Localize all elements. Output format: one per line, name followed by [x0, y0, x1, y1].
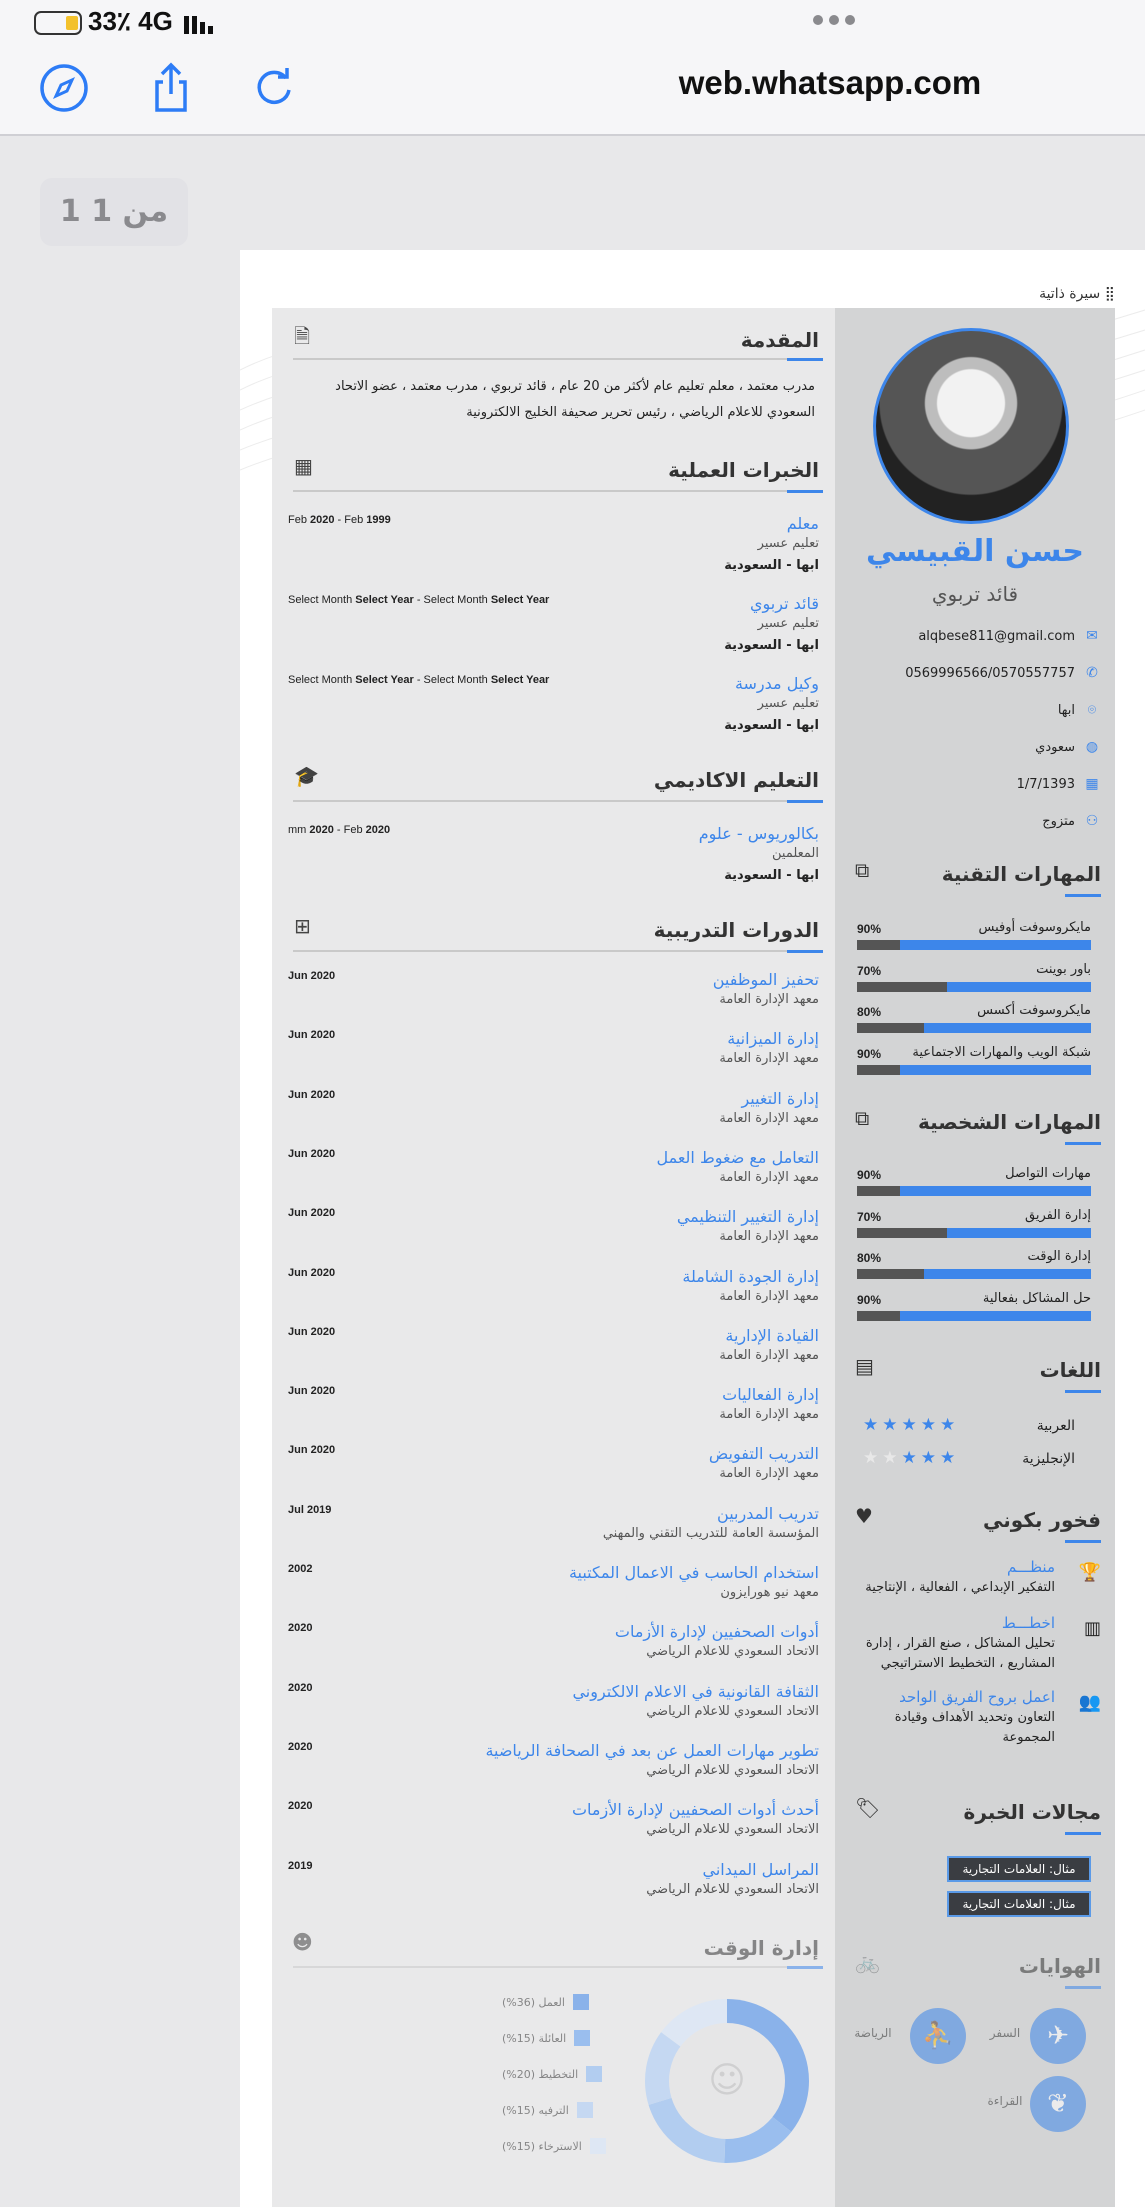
course-org: معهد الإدارة العامة — [719, 1051, 819, 1067]
courses-title: الدورات التدريبية — [653, 918, 819, 942]
contact-value: 1/7/1393 — [1016, 776, 1075, 792]
document-icon: 🗎 — [294, 324, 311, 348]
accent-line — [787, 490, 823, 493]
legend-label: التخطيط (20%) — [502, 2067, 579, 2081]
skill-bar-fill — [900, 1065, 1091, 1075]
skill-bar — [857, 1269, 1091, 1279]
legend-item — [502, 2138, 606, 2154]
skill-bar — [857, 940, 1091, 950]
star-icon: ★ — [940, 1448, 960, 1468]
skill-name: حل المشاكل بفعالية — [982, 1290, 1091, 1306]
legend-item — [502, 1994, 589, 2010]
course-org: الاتحاد السعودي للاعلام الرياضي — [646, 1822, 819, 1838]
rating-stars — [863, 1415, 959, 1435]
skill-percent: 70% — [857, 1209, 882, 1224]
skill-percent: 90% — [857, 922, 882, 936]
graduation-cap-icon: 🎓 — [294, 764, 319, 788]
svg-text:☺: ☺ — [708, 2060, 746, 2101]
course-title: أدوات الصحفيين لإدارة الأزمات — [614, 1622, 819, 1642]
course-title: تدريب المدربين — [717, 1503, 819, 1523]
accent-line — [1065, 1986, 1101, 1989]
experience-title: الخبرات العملية — [668, 458, 819, 482]
legend-swatch — [573, 1994, 589, 2010]
experience-title-item: قائد تربوي — [750, 594, 819, 613]
time-donut-chart — [642, 1996, 812, 2166]
course-org: معهد الإدارة العامة — [719, 1229, 819, 1245]
expertise-tag: مثال: العلامات التجارية — [947, 1856, 1091, 1882]
sidebar-column — [835, 308, 1115, 2207]
course-title: التعامل مع ضغوط العمل — [656, 1147, 819, 1167]
experience-date: Select Month Select Year - Select Month Select Year — [288, 674, 550, 686]
skill-name: إدارة الفريق — [1024, 1207, 1091, 1223]
experience-location: ابها - السعودية — [724, 558, 819, 573]
image-frame-icon: ⧉ — [855, 1106, 870, 1130]
expertise-title: مجالات الخبرة — [963, 1800, 1101, 1824]
personal-skills-title: المهارات الشخصية — [917, 1110, 1101, 1134]
course-date: Jun 2020 — [288, 1266, 336, 1279]
experience-title-item: معلم — [786, 514, 819, 533]
skill-name: باور بوينت — [1036, 961, 1091, 977]
tech-skills-title: المهارات التقنية — [941, 862, 1101, 886]
chat-icon: ▤ — [855, 1354, 874, 1378]
achievement-title: اعمل بروح الفريق الواحد — [899, 1688, 1055, 1706]
star-icon: ★ — [901, 1448, 921, 1468]
head-icon: ☻ — [292, 1930, 313, 1954]
course-org: معهد نيو هورايزون — [720, 1585, 819, 1600]
legend-item — [502, 2066, 602, 2082]
phone-icon: ✆ — [1086, 665, 1098, 681]
course-org: معهد الإدارة العامة — [719, 1288, 819, 1304]
course-title: إدارة التغيير — [741, 1088, 819, 1108]
legend-label: الاسترخاء (15%) — [502, 2139, 582, 2153]
mail-icon: ✉ — [1086, 628, 1098, 644]
location-icon: ⌾ — [1087, 702, 1097, 718]
course-date: Jun 2020 — [288, 1444, 336, 1457]
course-date: 2002 — [288, 1563, 313, 1575]
achievement-title: اخطـــط — [1001, 1614, 1055, 1632]
reading-icon: ❦ — [1030, 2076, 1086, 2132]
contact-item — [861, 628, 1101, 644]
intro-text: مدرب معتمد ، معلم تعليم عام لأكثر من 20 عام ، قائد تربوي ، مدرب معتمد ، عضو الاتحاد السعودي للاعلام الرياضي ، رئيس تحرير صحيفة الخليج الالكترونية — [335, 379, 815, 420]
accent-line — [787, 358, 823, 361]
person-icon: ⚇ — [1085, 813, 1099, 829]
education-title-item: بكالوريوس - علوم — [698, 824, 819, 843]
experience-org: تعليم عسير — [757, 536, 819, 551]
battery-text: 33٪ 4G — [88, 6, 173, 36]
skill-bar — [857, 1228, 1091, 1238]
accent-line — [787, 950, 823, 953]
cv-label: ⣿ سيرة ذاتية — [1039, 286, 1115, 302]
course-date: Jun 2020 — [288, 1207, 336, 1220]
bicycle-icon: 🚲 — [855, 1950, 880, 1974]
accent-line — [1065, 894, 1101, 897]
page-count-badge: 1 من 1 — [40, 178, 188, 246]
skill-name: مايكروسوفت أوفيس — [978, 920, 1091, 935]
course-title: إدارة الفعاليات — [722, 1385, 819, 1405]
achievement-desc: التفكير الإبداعي ، الفعالية ، الإنتاجية — [865, 1580, 1055, 1595]
course-date: 2020 — [288, 1740, 313, 1753]
legend-swatch — [586, 2066, 602, 2082]
education-date: mm 2020 - Feb 2020 — [288, 824, 391, 836]
star-icon: ★ — [940, 1415, 960, 1435]
course-org: معهد الإدارة العامة — [719, 1169, 819, 1185]
course-date: Jun 2020 — [288, 1088, 336, 1101]
legend-swatch — [577, 2102, 593, 2118]
course-org: الاتحاد السعودي للاعلام الرياضي — [646, 1881, 819, 1897]
calendar-icon: ▦ — [1085, 776, 1099, 792]
hobby-name: السفر — [989, 2026, 1021, 2040]
star-icon: ★ — [920, 1448, 940, 1468]
skill-name: إدارة الوقت — [1027, 1249, 1091, 1264]
course-title: التدريب التفويض — [708, 1444, 819, 1464]
skill-bar-fill — [900, 1186, 1091, 1196]
contact-value: ابها — [1057, 702, 1075, 718]
course-title: المراسل الميداني — [702, 1859, 819, 1879]
legend-label: العائلة (15%) — [502, 2031, 567, 2045]
contact-value: alqbese811@gmail.com — [918, 628, 1075, 644]
skill-bar — [857, 1065, 1091, 1075]
contact-value: 0569996566/0570557757 — [905, 665, 1075, 681]
experience-date: Select Month Select Year - Select Month Select Year — [288, 594, 550, 606]
intro-title: المقدمة — [740, 328, 819, 352]
hobbies-title: الهوايات — [1018, 1954, 1101, 1978]
legend-item — [502, 2102, 593, 2118]
accent-line — [1065, 1832, 1101, 1835]
skill-percent: 70% — [857, 963, 882, 978]
hobby-name: القراءة — [987, 2094, 1023, 2108]
skill-bar-fill — [924, 1269, 1091, 1279]
course-date: Jun 2020 — [288, 1147, 336, 1160]
star-icon: ★ — [882, 1415, 902, 1435]
experience-date: Feb 2020 - Feb 1999 — [288, 514, 391, 526]
skill-percent: 80% — [857, 1251, 882, 1265]
signal-bars-icon — [184, 12, 220, 34]
time-title: إدارة الوقت — [703, 1936, 819, 1960]
achievement-desc: التعاون وتحديد الأهداف وقيادة المجموعة — [894, 1710, 1055, 1745]
accent-line — [1065, 1390, 1101, 1393]
skill-bar — [857, 1311, 1091, 1321]
contact-item — [861, 702, 1101, 718]
course-title: استخدام الحاسب في الاعمال المكتبية — [568, 1563, 819, 1582]
building-icon: ▦ — [294, 454, 313, 478]
languages-title: اللغات — [1039, 1358, 1101, 1382]
course-org: الاتحاد السعودي للاعلام الرياضي — [646, 1644, 819, 1660]
course-date: Jul 2019 — [288, 1503, 332, 1516]
course-date: Jun 2020 — [288, 1029, 336, 1042]
battery-icon — [34, 11, 82, 35]
language-name: الإنجليزية — [1022, 1451, 1075, 1467]
legend-label: العمل (36%) — [502, 1995, 565, 2009]
course-org: المؤسسة العامة للتدريب التقني والمهني — [602, 1525, 819, 1541]
airplane-icon: ✈ — [1030, 2008, 1086, 2064]
image-frame-icon: ⧉ — [855, 858, 870, 882]
contact-item — [861, 739, 1101, 755]
accent-line — [787, 1966, 823, 1969]
divider — [293, 800, 823, 802]
course-org: معهد الإدارة العامة — [719, 1466, 819, 1482]
star-icon: ★ — [863, 1448, 883, 1468]
course-date: Jun 2020 — [288, 970, 336, 982]
experience-title-item: وكيل مدرسة — [734, 674, 819, 693]
divider — [293, 358, 823, 360]
profile-photo — [873, 328, 1069, 524]
status-bar — [0, 0, 1145, 46]
accent-line — [1065, 1142, 1101, 1145]
compass-icon[interactable] — [36, 60, 92, 116]
course-title: إدارة الجودة الشاملة — [682, 1266, 819, 1286]
achievement-title: منظـــم — [1006, 1558, 1055, 1576]
education-org: المعلمين — [772, 846, 819, 861]
skill-bar-fill — [947, 982, 1091, 992]
language-name: العربية — [1036, 1418, 1075, 1434]
divider — [293, 950, 823, 952]
course-date: 2019 — [288, 1859, 313, 1872]
divider — [293, 1966, 823, 1968]
skill-percent: 90% — [857, 1168, 882, 1182]
course-org: معهد الإدارة العامة — [719, 1407, 819, 1423]
course-org: معهد الإدارة العامة — [719, 1110, 819, 1126]
url-bar[interactable]: web.whatsapp.com — [678, 64, 982, 101]
course-date: 2020 — [288, 1622, 313, 1635]
skill-bar — [857, 1186, 1091, 1196]
browser-toolbar — [0, 46, 1145, 136]
course-date: 2020 — [288, 1800, 313, 1813]
skill-name: مايكروسوفت أكسس — [977, 1003, 1091, 1018]
experience-location: ابها - السعودية — [724, 718, 819, 733]
course-title: إدارة الميزانية — [727, 1029, 819, 1049]
skill-bar-fill — [900, 1311, 1091, 1321]
contact-item — [861, 776, 1101, 792]
contact-item — [861, 813, 1101, 829]
globe-icon: ◍ — [1085, 739, 1099, 755]
reload-icon[interactable] — [246, 60, 302, 116]
sport-icon: ⛹ — [910, 2008, 966, 2064]
heart-icon: ♥ — [855, 1504, 873, 1528]
legend-swatch — [574, 2030, 590, 2046]
contact-item — [861, 665, 1101, 681]
accent-line — [787, 800, 823, 803]
legend-item — [502, 2030, 590, 2046]
tag-icon: 🏷 — [855, 1796, 881, 1820]
contact-value: سعودي — [1035, 739, 1075, 755]
star-icon: ★ — [882, 1448, 902, 1468]
person-name: حسن القبيسي — [865, 534, 1085, 569]
experience-location: ابها - السعودية — [724, 638, 819, 653]
course-org: معهد الإدارة العامة — [719, 1347, 819, 1363]
skill-percent: 90% — [857, 1292, 882, 1307]
star-icon: ★ — [920, 1415, 940, 1435]
skill-percent: 80% — [857, 1005, 882, 1019]
hobby-name: الرياضة — [854, 2026, 892, 2040]
achievement-desc: تحليل المشاكل ، صنع القرار ، إدارة المشاريع ، التخطيط الاستراتيجي — [865, 1636, 1055, 1671]
course-title: أحدث أدوات الصحفيين لإدارة الأزمات — [571, 1800, 819, 1820]
trophy-icon: 🏆 — [1078, 1562, 1101, 1583]
accent-line — [1065, 1540, 1101, 1543]
course-date: Jun 2020 — [288, 1325, 336, 1338]
expertise-tag: مثال: العلامات التجارية — [947, 1891, 1091, 1917]
share-icon[interactable] — [143, 60, 199, 116]
course-org: الاتحاد السعودي للاعلام الرياضي — [646, 1703, 819, 1719]
experience-org: تعليم عسير — [757, 696, 819, 711]
books-icon: ▥ — [1083, 1618, 1101, 1639]
course-org: الاتحاد السعودي للاعلام الرياضي — [646, 1762, 819, 1778]
main-column — [272, 308, 835, 2207]
rating-stars — [863, 1448, 959, 1468]
education-location: ابها - السعودية — [724, 868, 819, 883]
skill-bar — [857, 982, 1091, 992]
star-icon: ★ — [901, 1415, 921, 1435]
legend-swatch — [590, 2138, 606, 2154]
person-job: قائد تربوي — [931, 582, 1019, 606]
course-date: Jun 2020 — [288, 1385, 336, 1398]
skill-bar-fill — [900, 940, 1091, 950]
contact-value: متزوج — [1042, 813, 1075, 829]
education-title: التعليم الاكاديمي — [653, 768, 819, 792]
skill-name: مهارات التواصل — [1005, 1166, 1091, 1181]
course-org: معهد الإدارة العامة — [719, 992, 819, 1007]
course-title: إدارة التغيير التنظيمي — [676, 1207, 819, 1227]
course-title: تطوير مهارات العمل عن بعد في الصحافة الرياضية — [485, 1740, 819, 1760]
skill-bar-fill — [947, 1228, 1091, 1238]
experience-org: تعليم عسير — [757, 616, 819, 631]
star-icon: ★ — [863, 1415, 883, 1435]
course-title: القيادة الإدارية — [725, 1325, 819, 1345]
skill-bar-fill — [924, 1023, 1091, 1033]
divider — [293, 490, 823, 492]
windows-icon: ⊞ — [294, 914, 311, 938]
legend-label: الترفيه (15%) — [502, 2103, 569, 2117]
skill-percent: 90% — [857, 1046, 882, 1061]
skill-bar — [857, 1023, 1091, 1033]
course-title: تحفيز الموظفين — [712, 970, 819, 989]
more-dots-icon[interactable] — [812, 14, 856, 26]
course-date: 2020 — [288, 1681, 313, 1694]
skill-name: شبكة الويب والمهارات الاجتماعية — [912, 1044, 1091, 1060]
team-icon: 👥 — [1078, 1692, 1101, 1713]
achievements-title: فخور بكوني — [983, 1508, 1101, 1532]
cv-page — [240, 250, 1145, 2207]
course-title: الثقافة القانونية في الاعلام الالكتروني — [572, 1681, 819, 1701]
